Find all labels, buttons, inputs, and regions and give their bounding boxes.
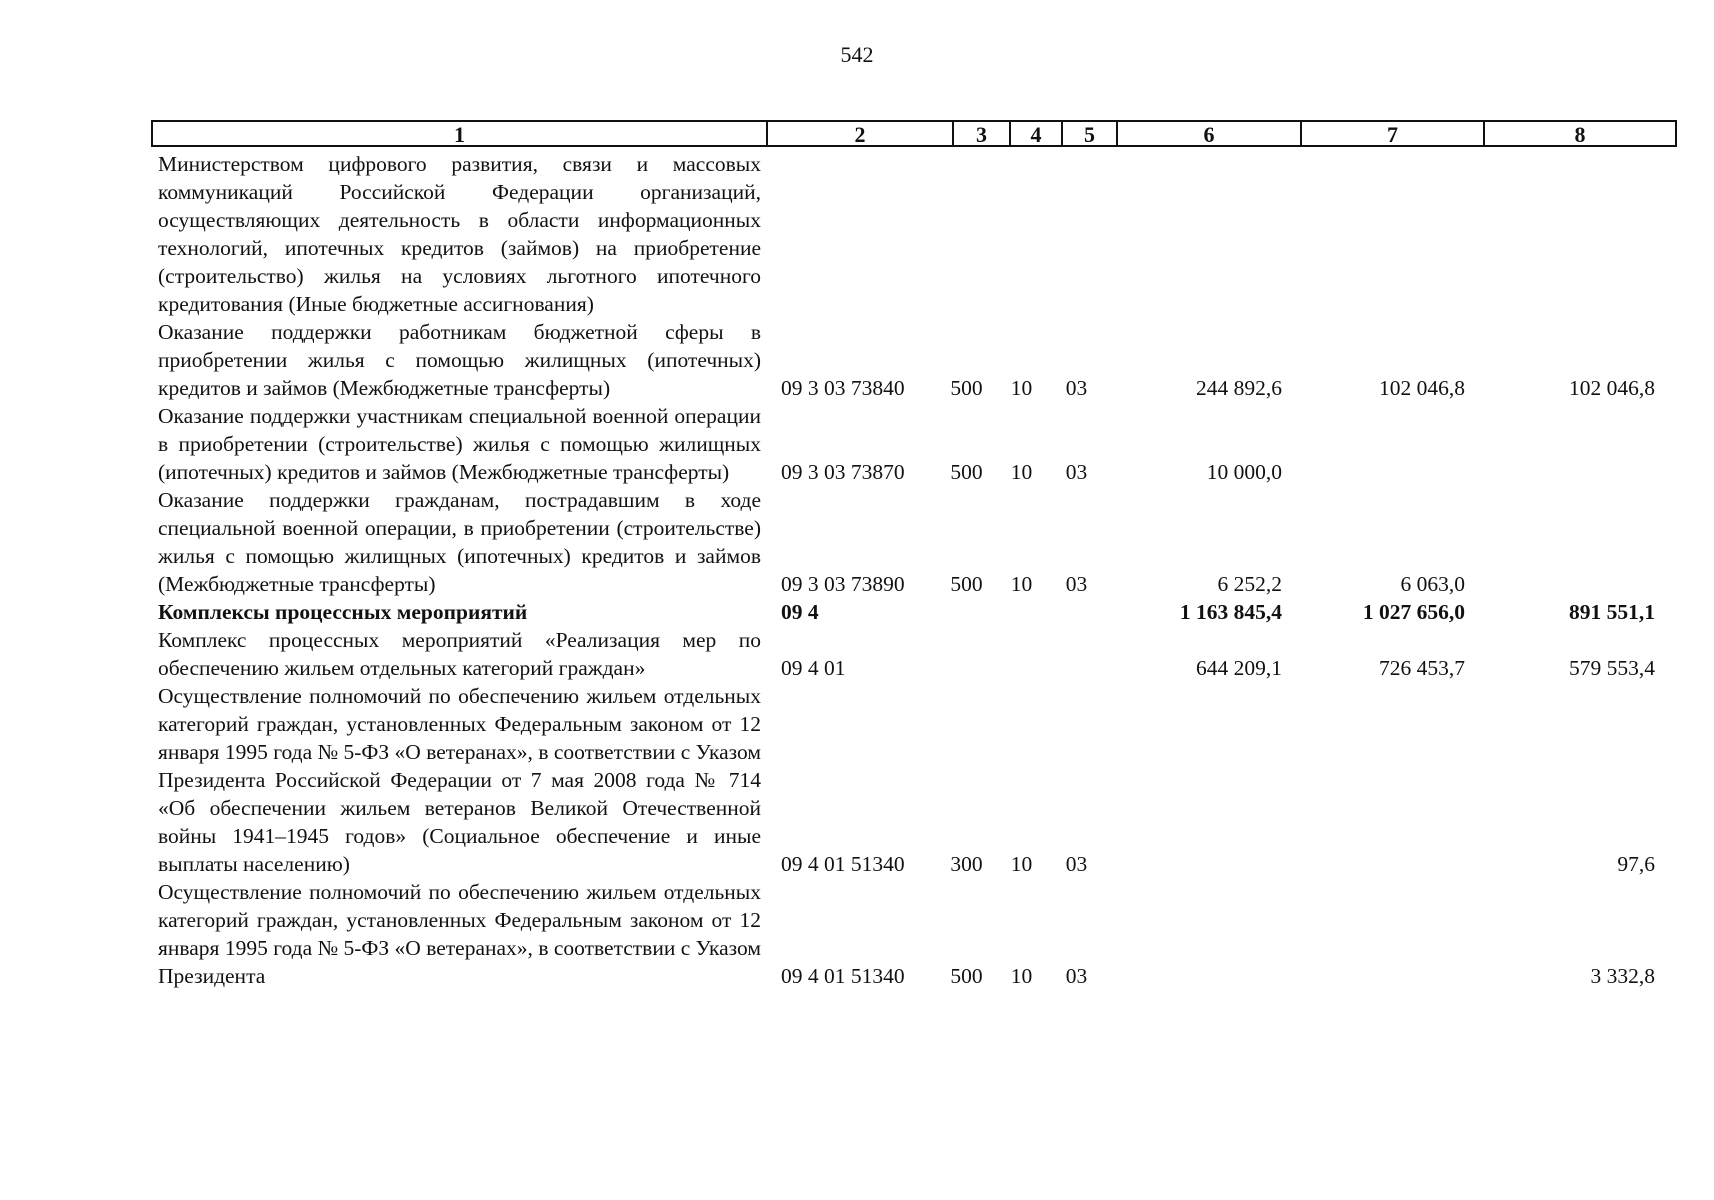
table-body (158, 150, 1673, 990)
row-description: Комплексы процессных мероприятий (158, 600, 528, 624)
row-col-4: 10 (1010, 460, 1033, 484)
header-col-8: 8 (1574, 122, 1586, 147)
row-description: Осуществление полномочий по обеспечению жильем отдельных категорий граждан, установленных Федеральным законом от 12 января 1995 года № 5-ФЗ «О ветеранах», в соответствии с Указом Президента (158, 880, 761, 988)
row-value-6: 1 163 845,4 (1179, 600, 1282, 624)
table-row (158, 318, 1673, 402)
row-value-8: 579 553,4 (1569, 656, 1655, 680)
row-col-5: 03 (1065, 852, 1088, 876)
row-col-5: 03 (1065, 572, 1088, 596)
row-description: Министерством цифрового развития, связи и массовых коммуникаций Российской Федерации организаций, осуществляющих деятельность в области информационных технологий, ипотечных кредитов (займов) на приобретение (строительство) жилья на условиях льготного ипотечного кредитования (Иные бюджетные ассигнования) (158, 152, 761, 316)
header-col-7: 7 (1302, 122, 1485, 145)
row-code: 09 4 01 51340 (781, 852, 905, 876)
table-row (158, 682, 1673, 878)
row-col-4: 10 (1010, 572, 1033, 596)
row-code: 09 3 03 73890 (781, 572, 905, 596)
row-col-4: 10 (1010, 376, 1033, 400)
row-value-7: 726 453,7 (1379, 656, 1465, 680)
table-row (158, 150, 1673, 318)
header-col-6: 6 (1118, 122, 1302, 145)
row-code: 09 4 (781, 600, 819, 624)
row-value-8: 891 551,1 (1569, 600, 1655, 624)
row-value-8: 97,6 (1617, 852, 1655, 876)
row-value-6: 644 209,1 (1196, 656, 1282, 680)
row-col-5: 03 (1065, 460, 1088, 484)
header-col-3: 3 (954, 122, 1011, 145)
row-col-3: 500 (950, 376, 983, 400)
row-col-4: 10 (1010, 852, 1033, 876)
row-code: 09 3 03 73870 (781, 460, 905, 484)
row-value-7: 1 027 656,0 (1362, 600, 1465, 624)
header-col-2: 2 (768, 122, 954, 145)
row-col-5: 03 (1065, 964, 1088, 988)
row-col-3: 500 (950, 964, 983, 988)
header-col-1: 1 (153, 122, 768, 145)
row-col-3: 300 (950, 852, 983, 876)
row-description: Осуществление полномочий по обеспечению жильем отдельных категорий граждан, установленных Федеральным законом от 12 января 1995 года № 5-ФЗ «О ветеранах», в соответствии с Указом Президента Российской Федерации от 7 мая 2008 года № 714 «Об обеспечении жильем ветеранов Великой Отечественной войны 1941–1945 годов» (Социальное обеспечение и иные выплаты населению) (158, 684, 761, 876)
row-value-7: 6 063,0 (1400, 572, 1465, 596)
table-header (151, 120, 1677, 147)
row-value-6: 10 000,0 (1206, 460, 1282, 484)
row-col-5: 03 (1065, 376, 1088, 400)
row-code: 09 3 03 73840 (781, 376, 905, 400)
row-value-6: 244 892,6 (1196, 376, 1282, 400)
row-description: Комплекс процессных мероприятий «Реализация мер по обеспечению жильем отдельных категорий граждан» (158, 628, 761, 680)
row-value-8: 102 046,8 (1569, 376, 1655, 400)
row-description: Оказание поддержки работникам бюджетной сферы в приобретении жилья с помощью жилищных (ипотечных) кредитов и займов (Межбюджетные трансферты) (158, 320, 761, 400)
row-value-8: 3 332,8 (1590, 964, 1655, 988)
row-col-3: 500 (950, 460, 983, 484)
row-description: Оказание поддержки участникам специальной военной операции в приобретении (строительстве) жилья с помощью жилищных (ипотечных) кредитов и займов (Межбюджетные трансферты) (158, 404, 761, 484)
row-value-7: 102 046,8 (1379, 376, 1465, 400)
table-row (158, 486, 1673, 598)
row-value-6: 6 252,2 (1217, 572, 1282, 596)
page-number: 542 (840, 42, 874, 67)
row-description: Оказание поддержки гражданам, пострадавшим в ходе специальной военной операции, в приобретении (строительстве) жилья с помощью жилищных (ипотечных) кредитов и займов (Межбюджетные трансферты) (158, 488, 761, 596)
table-row (158, 598, 1673, 626)
table-row (158, 626, 1673, 682)
row-code: 09 4 01 (781, 656, 846, 680)
row-col-3: 500 (950, 572, 983, 596)
table-row (158, 402, 1673, 486)
row-col-4: 10 (1010, 964, 1033, 988)
row-code: 09 4 01 51340 (781, 964, 905, 988)
table-row (158, 878, 1673, 990)
header-col-5: 5 (1063, 122, 1118, 145)
header-col-4: 4 (1011, 122, 1063, 145)
